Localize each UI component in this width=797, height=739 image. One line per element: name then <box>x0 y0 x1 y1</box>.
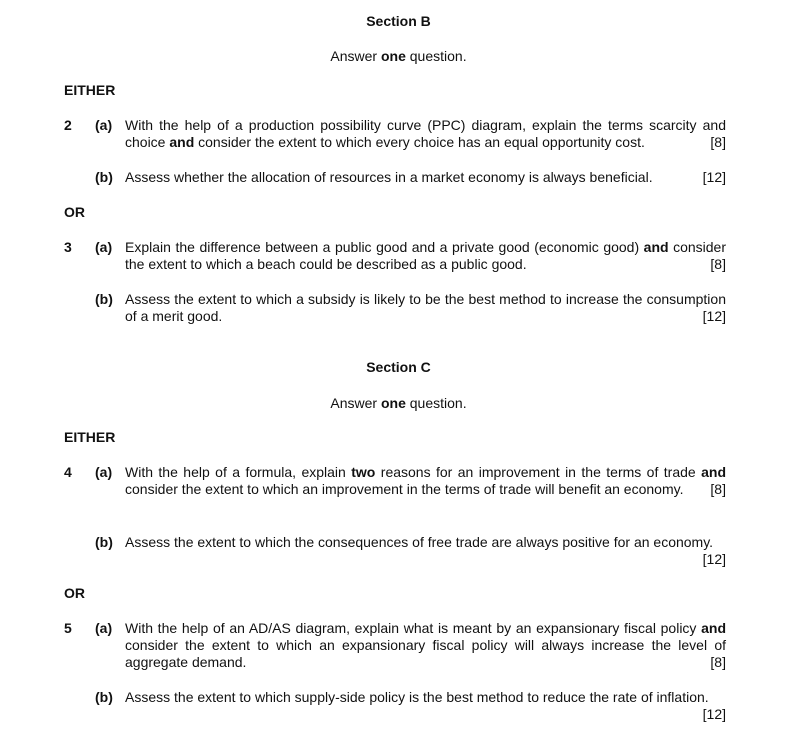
mark-allocation: [8] <box>710 134 726 150</box>
mark-allocation: [12] <box>702 308 726 324</box>
section-b-heading: Section B <box>366 13 431 29</box>
instruction-bold: one <box>380 48 406 64</box>
mark-allocation: [12] <box>702 551 726 567</box>
question-5b-text <box>125 689 726 723</box>
question-text: Explain the difference between a public good and a private good (economic good) <box>125 239 644 255</box>
question-bold: and <box>701 620 726 636</box>
question-text: With the help of a production possibility curve (PPC) diagram, explain the terms scarcity and choice <box>125 117 726 150</box>
question-number-5: 5 <box>64 620 72 636</box>
part-label-3a: (a) <box>95 239 113 255</box>
question-3a-text <box>125 239 726 273</box>
section-c-instruction <box>0 395 797 412</box>
question-text: consider the extent to which an expansionary fiscal policy will always increase the level of aggregate demand. <box>125 637 726 670</box>
question-text: Assess the extent to which the consequences of free trade are always positive for an economy. <box>125 534 714 550</box>
part-label-2a: (a) <box>95 117 113 133</box>
part-label-2b: (b) <box>95 169 113 185</box>
question-text: Assess the extent to which a subsidy is likely to be the best method to increase the consumption of a merit good. <box>125 291 726 324</box>
question-4b-text <box>125 534 726 568</box>
either-label: EITHER <box>64 82 116 98</box>
part-label-4b: (b) <box>95 534 113 550</box>
question-text: consider the extent to which an improvement in the terms of trade will benefit an economy. <box>125 481 684 497</box>
question-number-4: 4 <box>64 464 72 480</box>
section-c-heading: Section C <box>366 359 431 375</box>
part-label-4a: (a) <box>95 464 113 480</box>
mark-allocation: [8] <box>710 256 726 272</box>
mark-allocation: [8] <box>710 654 726 670</box>
section-b-instruction <box>0 48 797 65</box>
question-number-2: 2 <box>64 117 72 133</box>
question-2b-text <box>125 169 726 186</box>
question-text: Assess whether the allocation of resources in a market economy is always beneficial. <box>125 169 653 185</box>
question-3b-text <box>125 291 726 325</box>
question-text: reasons for an improvement in the terms of trade <box>375 464 702 480</box>
question-bold: two <box>351 464 376 480</box>
either-label: EITHER <box>64 429 116 445</box>
question-text: With the help of an AD/AS diagram, explain what is meant by an expansionary fiscal policy <box>125 620 702 636</box>
part-label-5b: (b) <box>95 689 113 705</box>
question-text: consider the extent to which a beach could be described as a public good. <box>125 239 726 272</box>
mark-allocation: [12] <box>702 706 726 722</box>
question-bold: and <box>643 239 669 255</box>
question-bold: and <box>169 134 195 150</box>
question-number-3: 3 <box>64 239 72 255</box>
question-text: With the help of a formula, explain <box>125 464 352 480</box>
question-5a-text <box>125 620 726 671</box>
instruction-text: question. <box>405 395 467 411</box>
or-label: OR <box>64 204 85 220</box>
mark-allocation: [8] <box>710 481 726 497</box>
question-text: Assess the extent to which supply-side policy is the best method to reduce the rate of inflation. <box>125 689 709 705</box>
or-label: OR <box>64 585 85 601</box>
part-label-3b: (b) <box>95 291 113 307</box>
question-bold: and <box>701 464 726 480</box>
question-text: consider the extent to which every choice has an equal opportunity cost. <box>194 134 645 150</box>
mark-allocation: [12] <box>702 169 726 185</box>
question-2a-text <box>125 117 726 151</box>
instruction-bold: one <box>380 395 406 411</box>
instruction-text: Answer <box>330 395 381 411</box>
instruction-text: Answer <box>330 48 381 64</box>
question-4a-text <box>125 464 726 498</box>
part-label-5a: (a) <box>95 620 113 636</box>
instruction-text: question. <box>405 48 467 64</box>
